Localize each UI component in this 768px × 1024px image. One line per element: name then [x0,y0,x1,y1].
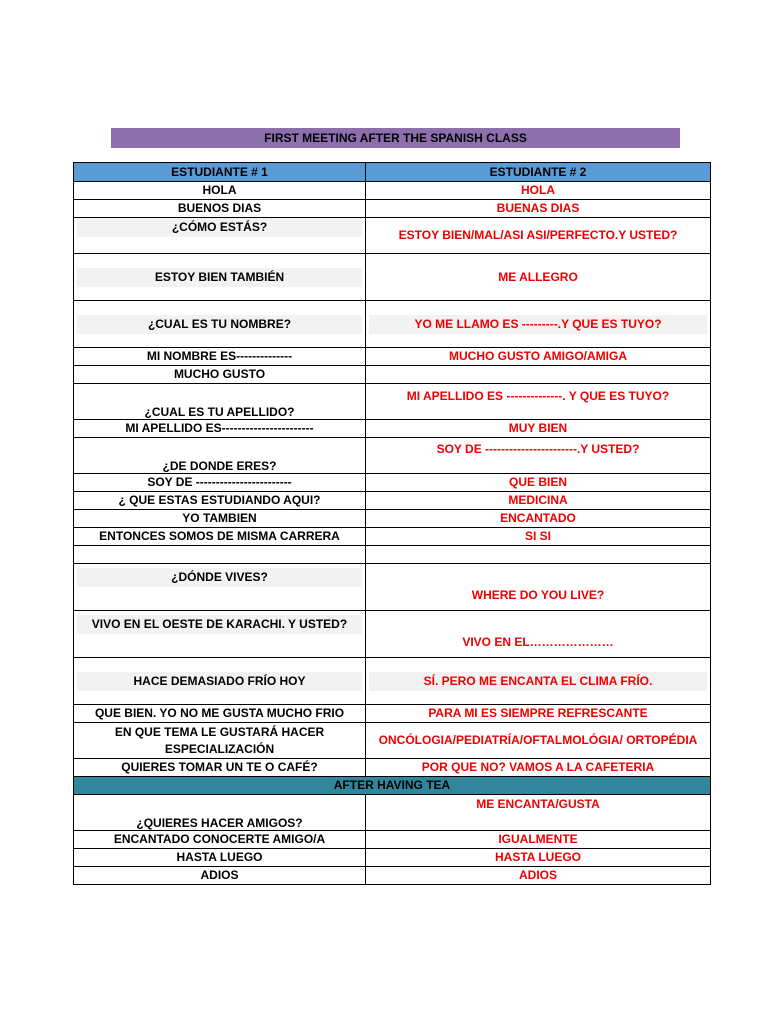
student-2-line: BUENAS DIAS [366,200,711,218]
table-row [74,510,711,528]
table-row [74,759,711,777]
student-1-line [74,254,366,301]
student-2-line [366,301,711,348]
student-2-line: HOLA [366,182,711,200]
student-1-line-text: ¿DÓNDE VIVES? [77,568,362,587]
student-2-line: HASTA LUEGO [366,849,711,867]
student-2-line [366,658,711,705]
header-student-2: ESTUDIANTE # 2 [366,163,711,182]
table-row [74,348,711,366]
student-2-line: MUCHO GUSTO AMIGO/AMIGA [366,348,711,366]
section-title: AFTER HAVING TEA [74,777,711,795]
section-header-row [74,777,711,795]
student-1-line: MI NOMBRE ES-------------- [74,348,366,366]
dialogue-table [73,162,711,885]
student-1-line [74,218,366,254]
student-2-line [366,546,711,564]
student-1-line [74,301,366,348]
table-row [74,611,711,658]
student-1-line: ¿ QUE ESTAS ESTUDIANDO AQUI? [74,492,366,510]
student-1-line-text: ¿CUAL ES TU NOMBRE? [77,315,362,334]
student-2-line: MUY BIEN [366,420,711,438]
table-row [74,200,711,218]
student-2-line: ME ALLEGRO [366,254,711,301]
table-row [74,849,711,867]
student-1-line: ¿CUAL ES TU APELLIDO? [74,384,366,420]
student-2-line [366,366,711,384]
student-1-line: ADIOS [74,867,366,885]
student-2-line: PARA MI ES SIEMPRE REFRESCANTE [366,705,711,723]
student-1-line: BUENOS DIAS [74,200,366,218]
table-row [74,420,711,438]
student-1-line: HASTA LUEGO [74,849,366,867]
table-row [74,705,711,723]
student-1-line-text: VIVO EN EL OESTE DE KARACHI. Y USTED? [77,615,362,634]
student-1-line: HOLA [74,182,366,200]
student-2-line: QUE BIEN [366,474,711,492]
student-2-line: ESTOY BIEN/MAL/ASI ASI/PERFECTO.Y USTED? [366,218,711,254]
table-row [74,528,711,546]
student-1-line: ENTONCES SOMOS DE MISMA CARRERA [74,528,366,546]
table-row [74,867,711,885]
table-row [74,218,711,254]
student-1-line: ENCANTADO CONOCERTE AMIGO/A [74,831,366,849]
student-2-line: SOY DE -----------------------.Y USTED? [366,438,711,474]
student-1-line [74,564,366,611]
table-row [74,795,711,831]
student-1-line [74,658,366,705]
student-2-line: SI SI [366,528,711,546]
table-row [74,438,711,474]
table-row [74,658,711,705]
student-1-line-text: HACE DEMASIADO FRÍO HOY [77,672,362,691]
student-2-line-text: YO ME LLAMO ES ---------.Y QUE ES TUYO? [369,315,707,334]
student-2-line: VIVO EN EL………………… [366,611,711,658]
student-1-line: SOY DE ------------------------ [74,474,366,492]
student-2-line: ENCANTADO [366,510,711,528]
table-row [74,492,711,510]
student-1-line: QUIERES TOMAR UN TE O CAFÉ? [74,759,366,777]
table-row [74,182,711,200]
student-1-line: MI APELLIDO ES----------------------- [74,420,366,438]
student-2-line-text: SÍ. PERO ME ENCANTA EL CLIMA FRÍO. [369,672,707,691]
student-1-line: MUCHO GUSTO [74,366,366,384]
table-row [74,564,711,611]
table-row [74,546,711,564]
table-header-row [74,163,711,182]
table-row [74,384,711,420]
student-1-line-text: ESTOY BIEN TAMBIÉN [77,268,362,287]
student-2-line: MI APELLIDO ES --------------. Y QUE ES TUYO? [366,384,711,420]
student-2-line: ONCÓLOGIA/PEDIATRÍA/OFTALMOLÓGIA/ ORTOPÉDIA [366,723,711,759]
student-1-line: EN QUE TEMA LE GUSTARÁ HACER ESPECIALIZACIÓN [74,723,366,759]
student-2-line: IGUALMENTE [366,831,711,849]
header-student-1: ESTUDIANTE # 1 [74,163,366,182]
student-1-line: ¿QUIERES HACER AMIGOS? [74,795,366,831]
student-2-line: POR QUE NO? VAMOS A LA CAFETERIA [366,759,711,777]
table-row [74,366,711,384]
student-2-line: WHERE DO YOU LIVE? [366,564,711,611]
student-1-line: ¿DE DONDE ERES? [74,438,366,474]
student-2-line: ME ENCANTA/GUSTA [366,795,711,831]
student-1-line-text: ¿CÓMO ESTÁS? [77,218,362,237]
student-1-line [74,611,366,658]
student-2-line: MEDICINA [366,492,711,510]
table-row [74,831,711,849]
table-row [74,254,711,301]
student-1-line: YO TAMBIEN [74,510,366,528]
student-2-line: ADIOS [366,867,711,885]
table-row [74,723,711,759]
table-row [74,301,711,348]
table-row [74,474,711,492]
student-1-line [74,546,366,564]
student-1-line: QUE BIEN. YO NO ME GUSTA MUCHO FRIO [74,705,366,723]
page-title: FIRST MEETING AFTER THE SPANISH CLASS [111,128,680,148]
